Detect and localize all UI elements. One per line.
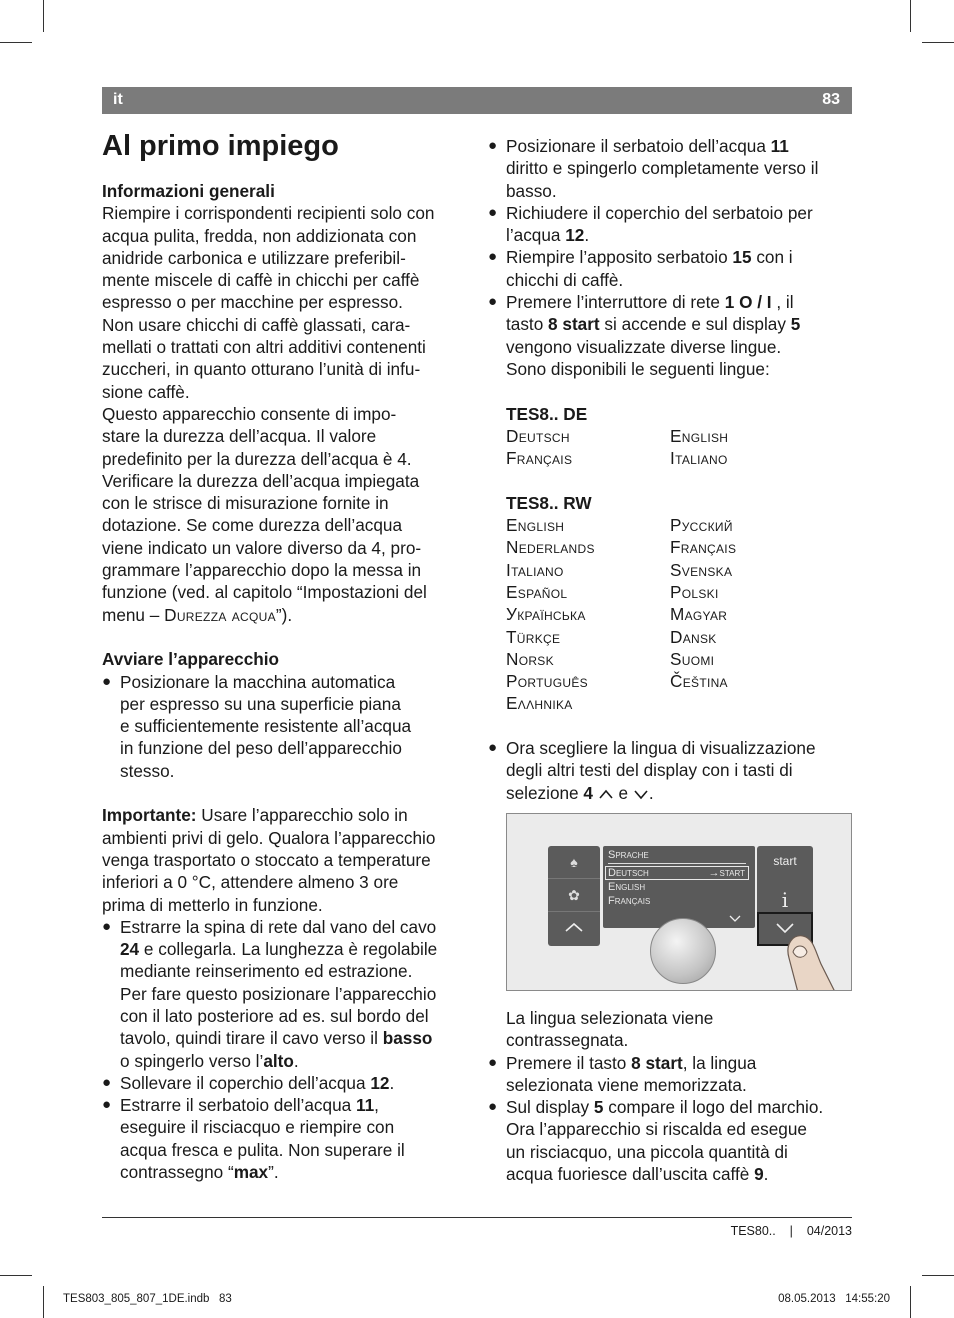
language-name: Suomi [670,648,715,669]
text-line: viene indicato un valore diverso da 4, pro- [102,537,422,558]
text-line: acqua fuoriesce dall’uscita caffè 9. [506,1164,769,1185]
text-line: selezione 4 e . [506,782,654,803]
info-button[interactable]: i [781,888,789,912]
language-name: Türkçe [506,626,561,647]
model-code: TES80.. [730,1224,776,1238]
display-screen [603,846,755,928]
crop-mark [0,1275,32,1276]
finger-illustration [775,924,845,991]
language-row [488,514,852,536]
text-line: menu – Durezza acqua”). [102,604,293,625]
bullet-item [488,737,852,782]
language-row [488,670,852,692]
language-code: it [113,91,123,108]
text-line: Ora l’apparecchio si riscalda ed esegue [506,1119,807,1140]
text-line: contrassegno “max”. [120,1162,279,1183]
bullet-item: ● Sul display 5 compare il logo del marchio. [488,1096,852,1118]
chevron-down-icon [728,914,742,923]
crop-mark [43,1286,44,1318]
bullet-continuation [488,1118,852,1163]
section-heading: Informazioni generali [102,181,275,201]
text-line: diritto e spingerlo completamente verso il [506,158,819,179]
language-name: Dansk [670,626,717,647]
paragraph [488,1007,852,1052]
text-line: mediante reinserimento ed estrazione. [120,961,413,982]
text-line: predefinito per la durezza dell’acqua è 4. [102,448,412,469]
chevron-up-icon [598,788,614,800]
language-row [488,692,852,714]
text-line: ambienti privi di gelo. Qualora l’apparecchio [102,827,436,848]
menu-option[interactable]: English [608,881,646,893]
info-paragraph [102,202,470,603]
bullet-continuation [488,157,852,202]
text-line: zuccheri, in quanto otturano l’unità di infu- [102,359,421,380]
crop-mark [910,0,911,32]
language-list-de [488,425,852,470]
language-name: Español [506,581,568,602]
text-line: 24 e collegarla. La lunghezza è regolabile [120,939,438,960]
bullet-item: ● Richiudere il coperchio del serbatoio per [488,202,852,224]
left-column [102,180,470,1183]
model-heading: TES8.. DE [506,403,588,424]
language-name: Norsk [506,648,554,669]
text-line: con il lato posteriore ad es. sul bordo del [120,1005,429,1026]
text-line: inferiori a 0 °C, attendere almeno 3 ore [102,872,399,893]
text-line: degli altri testi del display con i tasti di [506,760,793,781]
text-line: per espresso su una superficie piana [120,693,401,714]
bullet-continuation [488,336,852,381]
text-line: mente miscele di caffè in chicchi per caffè [102,270,420,291]
bullet-item: ● Posizionare il serbatoio dell’acqua 11 [488,135,852,157]
section-heading: Avviare l’apparecchio [102,649,280,670]
text-line: espresso o per macchine per espresso. [102,292,403,313]
page-title: Al primo impiego [102,130,339,162]
text-line: grammare l’apparecchio dopo la messa in [102,560,422,581]
text-line: funzione (ved. al capitolo “Impostazioni del [102,582,427,603]
text-line: Verificare la durezza dell’acqua impiegata [102,470,420,491]
bean-icon[interactable]: ✿ [548,879,600,912]
language-name: Ελληνικα [506,693,573,714]
text-line: in funzione del peso dell’apparecchio [120,738,402,759]
page-header [102,87,852,114]
text-line: e sufficientemente resistente all’acqua [120,716,412,737]
print-file-info: TES803_805_807_1DE.indb 83 [63,1293,232,1305]
up-key[interactable] [548,912,600,945]
start-button[interactable]: start [773,854,797,868]
text-line: basso. [506,180,557,201]
right-column [488,135,852,804]
language-name: Svenska [670,559,733,580]
language-name: Русский [670,515,733,536]
text-line: stesso. [120,760,175,781]
crop-mark [922,42,954,43]
text-line: eseguire il risciacquo e riempire con [120,1117,395,1138]
text-line: ● Ora scegliere la lingua di visualizzazione [488,737,852,759]
print-timestamp: 08.05.2013 14:55:20 [778,1293,890,1305]
language-name: Čeština [670,671,728,692]
text-line: l’acqua 12. [506,225,590,246]
text-line: o spingerlo verso l’alto. [120,1050,299,1071]
text-line: ● Posizionare la macchina automatica [102,671,470,693]
footer [731,1224,852,1238]
important-paragraph [102,827,470,916]
bullet-item: ● Premere l’interruttore di rete 1 O / I , il [488,291,852,313]
text-line: tasto 8 start si accende e sul display 5 [506,314,801,335]
language-row [488,603,852,625]
menu-option[interactable]: Français [608,895,651,907]
text-line: stare la durezza dell’acqua. Il valore [102,426,377,447]
language-row [488,536,852,558]
language-row [488,581,852,603]
language-name: Italiano [670,448,728,469]
language-name: Français [506,448,573,469]
chevron-down-icon [633,788,649,800]
text-line: dotazione. Se come durezza dell’acqua [102,515,403,536]
language-list-rw [488,514,852,715]
important-note: Importante: Usare l’apparecchio solo in [102,805,408,826]
bullet-item: ● Estrarre la spina di rete dal vano del cavo [102,916,470,938]
text-line: acqua fresca e pulita. Non superare il [120,1139,405,1160]
text-line: La lingua selezionata viene [506,1008,714,1028]
language-row [488,559,852,581]
text-line: contrassegnata. [506,1030,629,1051]
text-line: mellati o trattati con altri additivi contenenti [102,337,426,358]
bullet-item: ● Sollevare il coperchio dell’acqua 12. [102,1072,470,1094]
language-row [488,447,852,469]
text-line: con le strisce di misurazione fornite in [102,493,389,514]
crop-mark [0,42,32,43]
footer-date: 04/2013 [806,1224,852,1238]
text-line: prima di metterlo in funzione. [102,894,323,915]
text-line: venga trasportato o stoccato a temperature [102,849,431,870]
text-line: sione caffè. [102,381,190,402]
crop-mark [910,1286,911,1318]
right-column-bottom [488,1007,852,1185]
text-line: selezionata viene memorizzata. [506,1074,747,1095]
crop-mark [43,0,44,32]
bullet-item [102,671,470,782]
display-illustration [506,813,852,991]
language-name: Polski [670,581,719,602]
left-keys [548,846,600,946]
language-name: Magyar [670,604,728,625]
crop-mark [922,1275,954,1276]
language-name: Українська [506,604,586,625]
language-name: Français [670,537,737,558]
rotary-knob[interactable] [650,918,716,984]
model-heading: TES8.. RW [506,492,592,513]
people-icon[interactable]: ♠ [548,846,600,879]
language-name: English [670,425,729,446]
menu-title: Sprache [608,849,649,861]
language-name: Deutsch [506,425,570,446]
page-number: 83 [822,91,840,108]
text-line: vengono visualizzate diverse lingue. [506,336,782,357]
text-line: acqua pulita, fredda, non addizionata con [102,225,417,246]
text-line: Questo apparecchio consente di impo- [102,403,397,424]
bullet-item: ● Premere il tasto 8 start, la lingua [488,1052,852,1074]
bullet-item: ● Riempire l’apposito serbatoio 15 con i [488,246,852,268]
language-name: Italiano [506,559,564,580]
footer-divider [102,1217,852,1218]
text-line: Non usare chicchi di caffè glassati, cara- [102,314,411,335]
text-line: Sono disponibili le seguenti lingue: [506,358,770,379]
text-line: Riempire i corrispondenti recipienti solo con [102,203,435,224]
text-line: un risciacquo, una piccola quantità di [506,1141,788,1162]
language-name: Nederlands [506,537,595,558]
language-row [488,626,852,648]
bullet-continuation [102,960,470,1027]
bullet-continuation [102,1116,470,1161]
menu-option-selected[interactable]: Deutsch →start [605,866,749,880]
language-name: English [506,515,565,536]
separator: | [789,1224,793,1238]
chevron-up-icon [564,921,584,933]
text-line: anidride carbonica e utilizzare preferibil- [102,247,406,268]
language-row [488,648,852,670]
text-line: chicchi di caffè. [506,269,624,290]
language-name: Português [506,671,588,692]
language-row [488,425,852,447]
text-line: tavolo, quindi tirare il cavo verso il basso [120,1028,433,1049]
text-line: Per fare questo posizionare l’apparecchio [120,983,437,1004]
bullet-item: ● Estrarre il serbatoio dell’acqua 11, [102,1094,470,1116]
